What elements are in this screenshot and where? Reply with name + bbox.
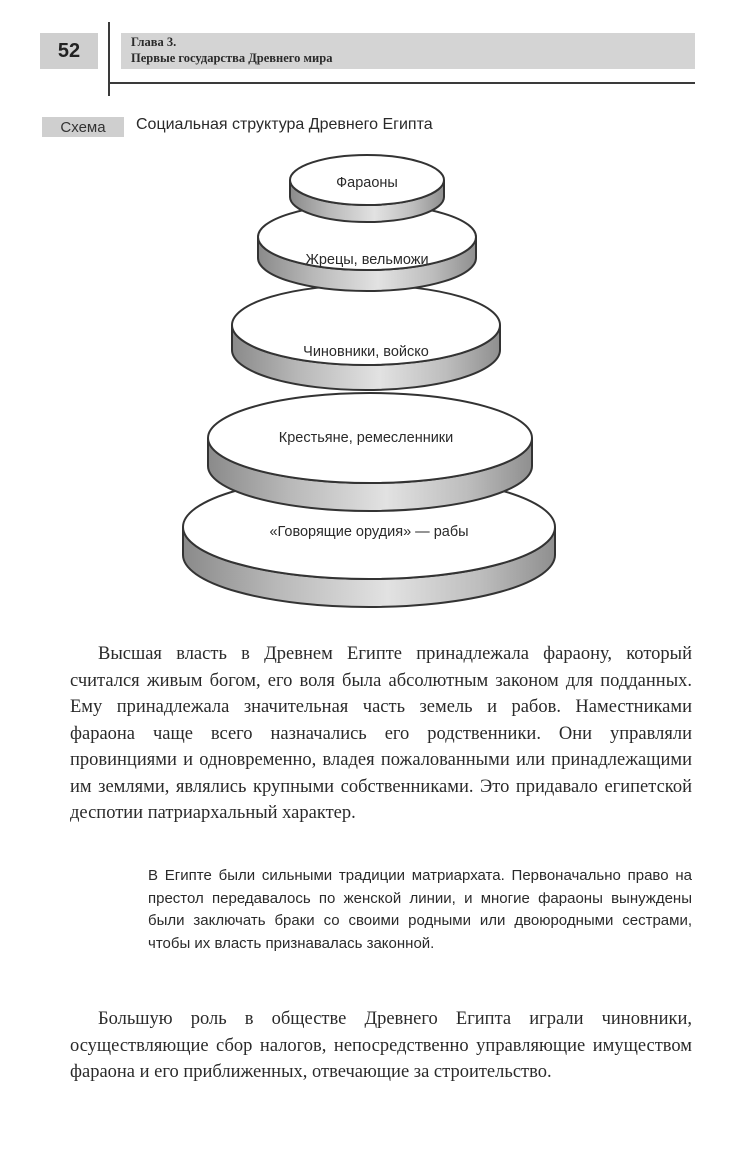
- schema-title: Социальная структура Древнего Египта: [136, 116, 433, 133]
- tier-label-slaves: «Говорящие орудия» — рабы: [269, 524, 469, 540]
- tier-label-officials: Чиновники, войско: [303, 344, 429, 360]
- pyramid-tier-officials: [232, 285, 500, 390]
- schema-badge: Схема: [42, 117, 124, 137]
- pyramid-tier-pharaohs: [290, 155, 444, 222]
- tier-label-pharaohs: Фараоны: [336, 175, 398, 191]
- info-note: В Египте были сильными традиции матриархата. Первоначально право на престол передавалось по женской линии, и многие фараоны вынуждены были заключать браки со своими родными или двоюродными сестрами, чтобы их власть признавалась законной.: [148, 867, 692, 952]
- page-number: 52: [40, 33, 98, 69]
- body-paragraph-2: Большую роль в обществе Древнего Египта играли чиновники, осуществляющие сбор налогов, непосредственно управляющие имуществом фараона и его приближенных, отвечающие за строительство.: [70, 1009, 692, 1082]
- body-paragraph-1: Высшая власть в Древнем Египте принадлежала фараону, который считался живым богом, его воля была абсолютным законом для подданных. Ему принадлежала значительная часть земель и рабов. Наместниками фараона чаще всего назначались его родственники. Они управляли провинциями и одновременно, владея пожалованными или принадлежащими им землями, являлись крупными собственниками. Это придавало египетской деспотии патриархальный характер.: [70, 644, 692, 823]
- tier-label-peasants: Крестьяне, ремесленники: [278, 430, 454, 446]
- pyramid-tier-peasants: [208, 393, 532, 511]
- chapter-label: Глава 3.: [131, 35, 177, 49]
- tier-label-priests: Жрецы, вельможи: [305, 252, 429, 268]
- chapter-title: Первые государства Древнего мира: [131, 51, 333, 65]
